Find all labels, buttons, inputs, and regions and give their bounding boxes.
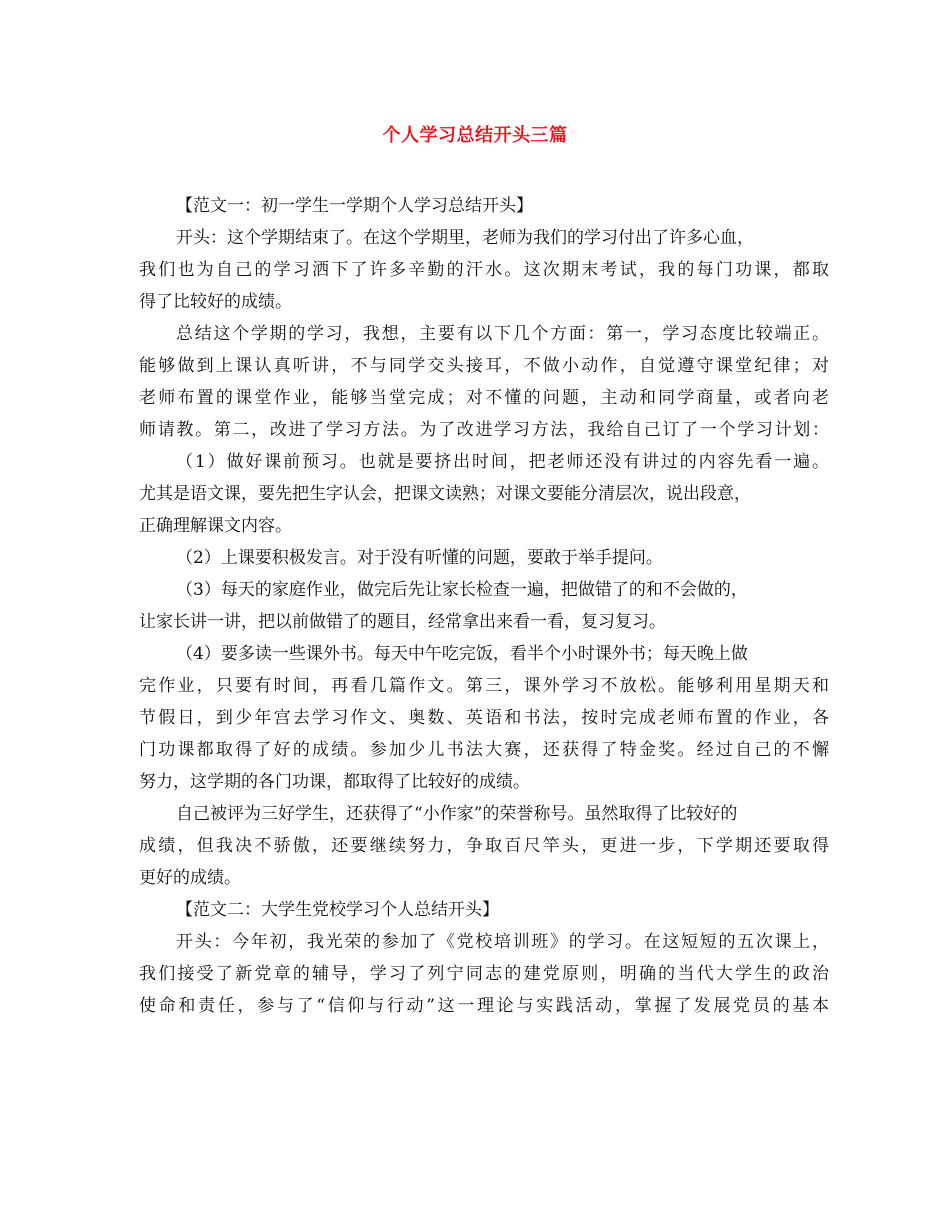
text-line: 开头：今年初，我光荣的参加了《党校培训班》的学习。在这短短的五次课上， xyxy=(176,932,829,952)
text-line: 开头：这个学期结束了。在这个学期里，老师为我们的学习付出了许多心血， xyxy=(176,228,754,248)
text-line: 师请教。第二，改进了学习方法。为了改进学习方法，我给自己订了一个学习计划： xyxy=(139,420,829,440)
text-line: 老师布置的课堂作业，能够当堂完成；对不懂的问题，主动和同学商量，或者向老 xyxy=(139,388,829,408)
text-line: 成绩，但我决不骄傲，还要继续努力，争取百尺竿头，更进一步，下学期还要取得 xyxy=(139,836,829,856)
text-line: 努力，这学期的各门功课，都取得了比较好的成绩。 xyxy=(139,772,530,792)
document-title: 个人学习总结开头三篇 xyxy=(382,125,568,146)
text-line: （1）做好课前预习。也就是要挤出时间，把老师还没有讲过的内容先看一遍。 xyxy=(176,452,829,472)
text-line: 能够做到上课认真听讲，不与同学交头接耳，不做小动作，自觉遵守课堂纪律；对 xyxy=(139,356,829,376)
text-line: 让家长讲一讲，把以前做错了的题目，经常拿出来看一看，复习复习。 xyxy=(139,612,666,632)
text-line: 我们也为自己的学习洒下了许多辛勤的汗水。这次期末考试，我的每门功课，都取 xyxy=(139,260,829,280)
text-line: 门功课都取得了好的成绩。参加少儿书法大赛，还获得了特金奖。经过自己的不懈 xyxy=(139,740,829,760)
text-line: 得了比较好的成绩。 xyxy=(139,292,292,312)
text-line: （3）每天的家庭作业，做完后先让家长检查一遍，把做错了的和不会做的， xyxy=(176,580,748,600)
text-line: 更好的成绩。 xyxy=(139,868,241,888)
text-line: 自己被评为三好学生，还获得了“小作家”的荣誉称号。虽然取得了比较好的 xyxy=(176,804,738,824)
text-line: 【范文二：大学生党校学习个人总结开头】 xyxy=(176,900,499,920)
text-line: 正确理解课文内容。 xyxy=(139,516,292,536)
text-line: 节假日，到少年宫去学习作文、奥数、英语和书法，按时完成老师布置的作业，各 xyxy=(139,708,829,728)
text-line: （4）要多读一些课外书。每天中午吃完饭，看半个小时课外书；每天晚上做 xyxy=(176,644,748,664)
text-line: 完作业，只要有时间，再看几篇作文。第三，课外学习不放松。能够利用星期天和 xyxy=(139,676,829,696)
text-line: 总结这个学期的学习，我想，主要有以下几个方面：第一，学习态度比较端正。 xyxy=(176,324,829,344)
text-line: （2）上课要积极发言。对于没有听懂的问题，要敢于举手提问。 xyxy=(176,548,663,568)
text-line: 我们接受了新党章的辅导，学习了列宁同志的建党原则，明确的当代大学生的政治 xyxy=(139,964,829,984)
text-line: 使命和责任，参与了“信仰与行动”这一理论与实践活动，掌握了发展党员的基本 xyxy=(139,996,829,1016)
text-line: 尤其是语文课，要先把生字认会，把课文读熟；对课文要能分清层次，说出段意， xyxy=(139,484,751,504)
document-body xyxy=(139,190,829,1022)
text-line: 【范文一：初一学生一学期个人学习总结开头】 xyxy=(176,196,533,216)
